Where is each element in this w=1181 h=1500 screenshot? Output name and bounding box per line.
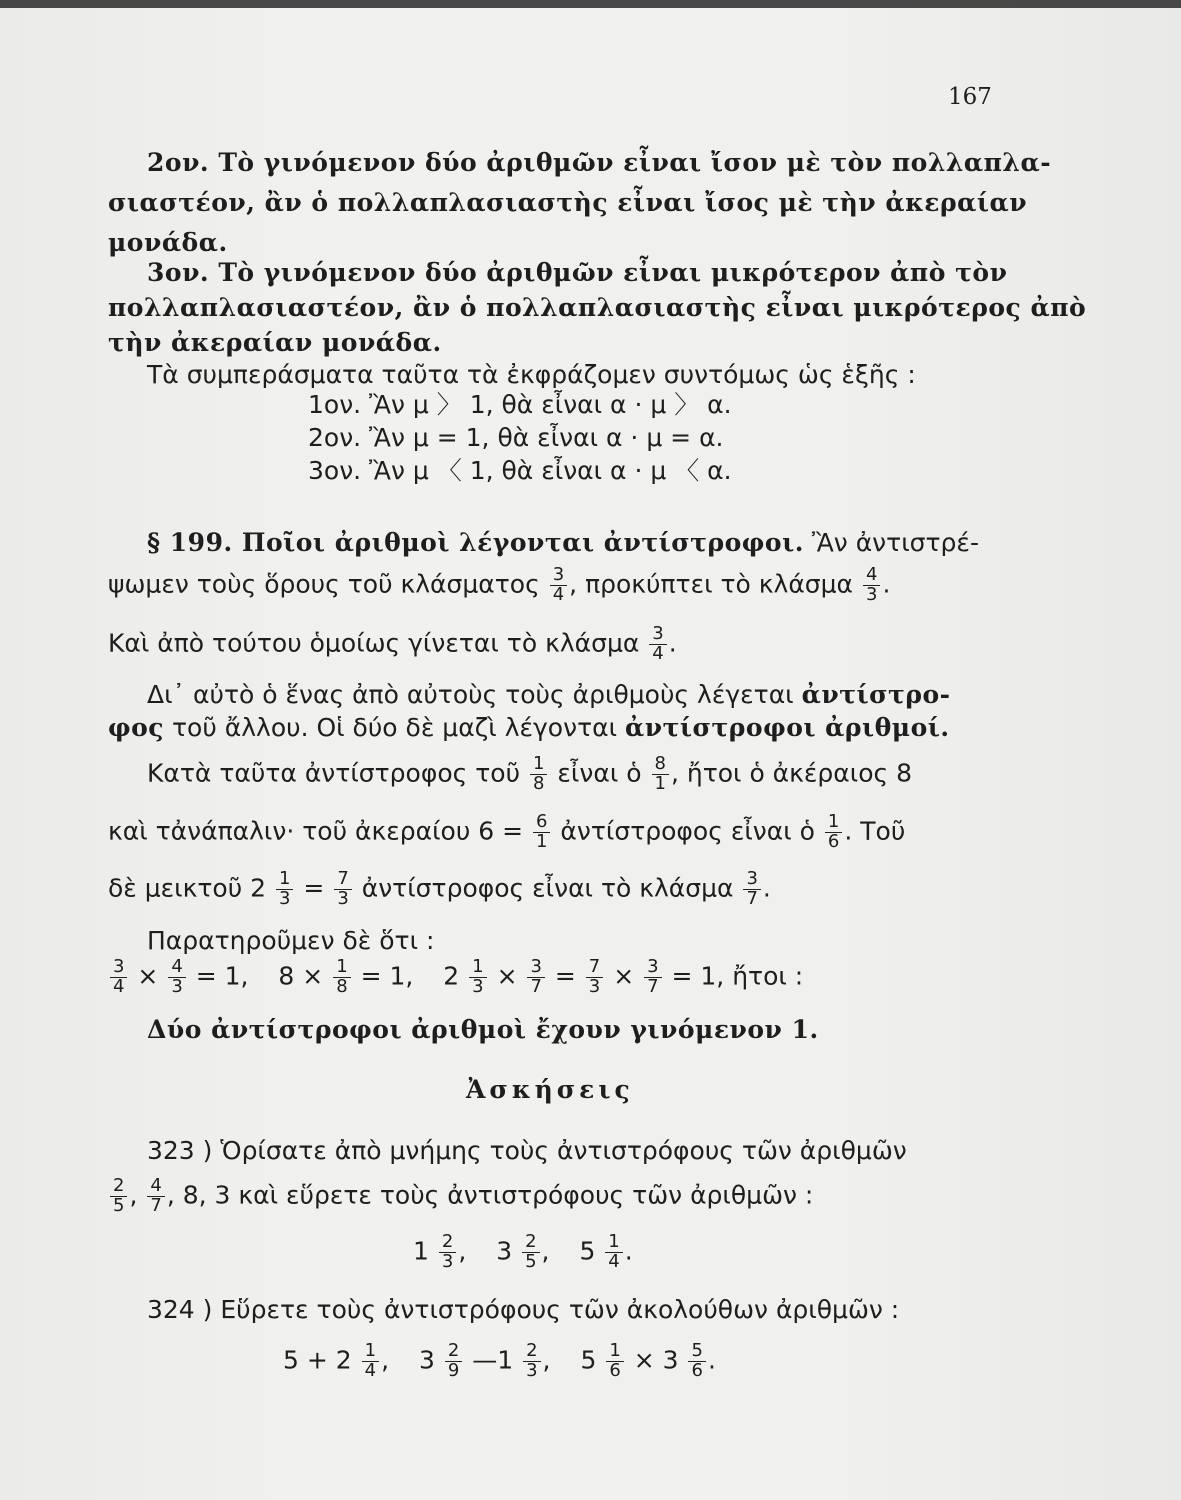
rule-line-2: 2ον. Ἂν μ = 1, θὰ εἶναι α · μ = α.: [308, 423, 724, 452]
fraction-1-4: $\frac{1}{4}$: [605, 1233, 622, 1272]
line3-text: Καὶ ἀπὸ τούτου ὁμοίως γίνεται τὸ κλάσμα: [108, 628, 640, 658]
exercise-323-line1: 323 ) Ὁρίσατε ἀπὸ μνήμης τοὺς ἀντιστρόφους τῶν ἀριθμῶν: [147, 1136, 907, 1165]
fraction-1-3: $\frac{1}{3}$: [276, 870, 293, 909]
fraction-3-7: $\frac{3}{7}$: [527, 958, 544, 997]
fraction-2-5: $\frac{2}{5}$: [522, 1233, 539, 1272]
section-199-line3: Καὶ ἀπὸ τούτου ὁμοίως γίνεται τὸ κλάσμα $\frac{3}{4}$ .: [108, 623, 677, 664]
rule-line-3: 3ον. Ἂν μ 〈 1, θὰ εἶναι α · μ 〈 α.: [308, 456, 732, 485]
fraction-3-4: $\frac{3}{4}$: [550, 566, 567, 605]
fraction-4-7: $\frac{4}{7}$: [147, 1177, 164, 1216]
reciprocal-def-line2: φος τοῦ ἄλλου. Οἱ δύο δὲ μαζὶ λέγονται ἀντίστροφοι ἀριθμοί.: [108, 713, 950, 742]
reciprocal-equations: $\frac{3}{4}$ × $\frac{4}{3}$ = 1, 8 × $\frac{1}{8}$ = 1, 2 $\frac{1}{3}$ × $\frac{3}{7}$ = $\frac{7}{3}$ × $\frac{3}{7}$ = 1, ἤτοι :: [108, 958, 803, 997]
exercises-heading: Ἀσκήσεις: [466, 1075, 634, 1104]
section-199-heading: § 199. Ποῖοι ἀριθμοὶ λέγονται ἀντίστροφοι.: [147, 528, 804, 557]
point-3-line1: 3ον. Τὸ γινόμενον δύο ἀριθμῶν εἶναι μικρότερον ἀπὸ τὸν: [147, 258, 1008, 287]
section-199-line1: [147, 530, 979, 555]
fraction-1-6: $\frac{1}{6}$: [825, 813, 842, 852]
fraction-4-3: $\frac{4}{3}$: [168, 958, 185, 997]
fraction-5-6: $\frac{5}{6}$: [688, 1342, 705, 1381]
reciprocal-rule: Δύο ἀντίστροφοι ἀριθμοὶ ἔχουν γινόμενον 1.: [147, 1015, 819, 1044]
fraction-3-7: $\frac{3}{7}$: [644, 958, 661, 997]
fraction-6-1: $\frac{6}{1}$: [533, 813, 550, 852]
fraction-2-3: $\frac{2}{3}$: [439, 1233, 456, 1272]
point-3-line2: πολλαπλασιαστέον, ἂν ὁ πολλαπλασιαστὴς εἶναι μικρότερος ἀπὸ: [108, 293, 1087, 322]
conclusion-intro: Τὰ συμπεράσματα ταῦτα τὰ ἐκφράζομεν συντόμως ὡς ἑξῆς :: [147, 360, 916, 389]
fraction-1-8: $\frac{1}{8}$: [530, 755, 547, 794]
exercise-324-numbers: 5 + 2 $\frac{1}{4}$ , 3 $\frac{2}{9}$ —1 $\frac{2}{3}$ , 5 $\frac{1}{6}$ × 3 $\frac{5}{6}$ .: [283, 1340, 716, 1381]
example-line1: Κατὰ ταῦτα ἀντίστροφος τοῦ $\frac{1}{8}$ εἶναι ὁ $\frac{8}{1}$ , ἤτοι ὁ ἀκέραιος 8: [147, 753, 913, 794]
observation-text: Παρατηροῦμεν δὲ ὅτι :: [147, 926, 435, 955]
fraction-1-4: $\frac{1}{4}$: [362, 1342, 379, 1381]
section-199-line2: ψωμεν τοὺς ὅρους τοῦ κλάσματος $\frac{3}{4}$ , προκύπτει τὸ κλάσμα $\frac{4}{3}$ .: [108, 564, 891, 605]
fraction-2-3: $\frac{2}{3}$: [523, 1342, 540, 1381]
example-line2: καὶ τἀνάπαλιν· τοῦ ἀκεραίου 6 = $\frac{6}{1}$ ἀντίστροφος εἶναι ὁ $\frac{1}{6}$ . Τοῦ: [108, 811, 906, 852]
page-number: 167: [948, 84, 992, 110]
point-2-line1: 2ον. Τὸ γινόμενον δύο ἀριθμῶν εἶναι ἴσον μὲ τὸν πολλαπλα-: [147, 148, 1052, 177]
fraction-7-3: $\frac{7}{3}$: [586, 958, 603, 997]
fraction-8-1: $\frac{8}{1}$: [652, 755, 669, 794]
example-line3: δὲ μεικτοῦ 2 $\frac{1}{3}$ = $\frac{7}{3}$ ἀντίστροφος εἶναι τὸ κλάσμα $\frac{3}{7}$ .: [108, 868, 771, 909]
exercise-323-line2: $\frac{2}{5}$ , $\frac{4}{7}$ , 8, 3 καὶ εὕρετε τοὺς ἀντιστρόφους τῶν ἀριθμῶν :: [108, 1177, 813, 1216]
fraction-3-7: $\frac{3}{7}$: [743, 870, 760, 909]
reciprocal-def-line1: Δι᾽ αὐτὸ ὁ ἕνας ἀπὸ αὐτοὺς τοὺς ἀριθμοὺς λέγεται ἀντίστρο-: [147, 680, 951, 709]
fraction-7-3: $\frac{7}{3}$: [334, 870, 351, 909]
fraction-1-6: $\frac{1}{6}$: [606, 1342, 623, 1381]
fraction-2-9: $\frac{2}{9}$: [445, 1342, 462, 1381]
rule-line-1: 1ον. Ἂν μ 〉 1, θὰ εἶναι α · μ 〉 α.: [308, 390, 732, 419]
fraction-1-3: $\frac{1}{3}$: [469, 958, 486, 997]
point-2-line3: μονάδα.: [108, 228, 228, 257]
exercise-323-numbers: 1 $\frac{2}{3}$ , 3 $\frac{2}{5}$ , 5 $\frac{1}{4}$ .: [413, 1231, 633, 1272]
line2-text-a: ψωμεν τοὺς ὅρους τοῦ κλάσματος: [108, 569, 540, 599]
scan-top-edge: [0, 0, 1181, 8]
fraction-3-4: $\frac{3}{4}$: [649, 625, 666, 664]
fraction-4-3: $\frac{4}{3}$: [863, 566, 880, 605]
line2-text-b: , προκύπτει τὸ κλάσμα: [569, 569, 854, 599]
point-2-line2: σιαστέον, ἂν ὁ πολλαπλασιαστὴς εἶναι ἴσος μὲ τὴν ἀκεραίαν: [108, 188, 1028, 217]
exercise-324-line1: 324 ) Εὕρετε τοὺς ἀντιστρόφους τῶν ἀκολούθων ἀριθμῶν :: [147, 1295, 900, 1324]
section-199-text: Ἂν ἀντιστρέ-: [811, 528, 979, 557]
fraction-2-5: $\frac{2}{5}$: [110, 1177, 127, 1216]
point-3-line3: τὴν ἀκεραίαν μονάδα.: [108, 328, 442, 357]
fraction-3-4: $\frac{3}{4}$: [110, 958, 127, 997]
fraction-1-8: $\frac{1}{8}$: [333, 958, 350, 997]
